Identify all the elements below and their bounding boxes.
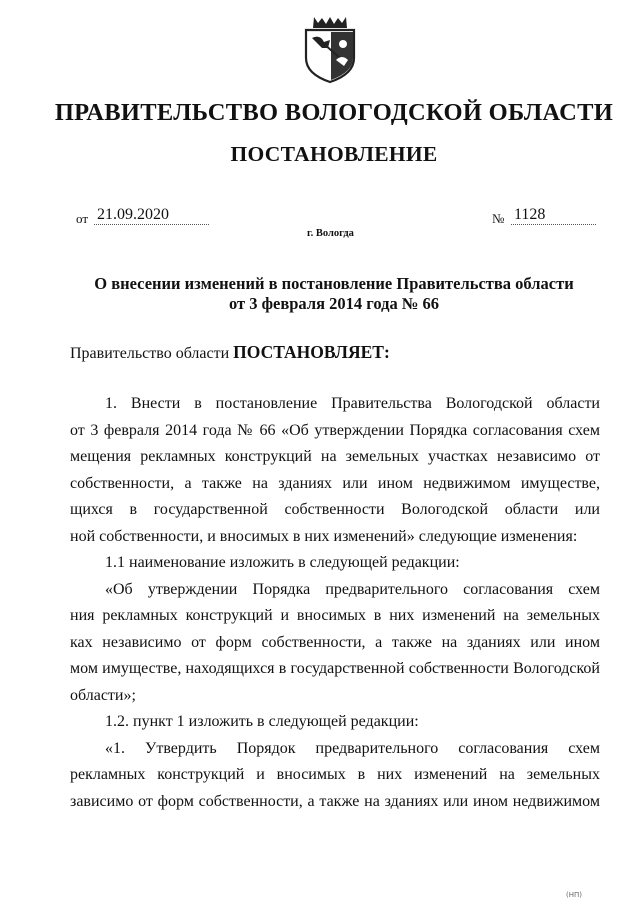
text-line: зависимо от форм собственности, а также на зданиях или ином недвижимом xyxy=(70,792,600,810)
footer-stamp: (НП) xyxy=(566,891,582,899)
document-subject xyxy=(0,274,640,314)
text-line: ной собственности, и вносимых в них изменений» следующие изменения: xyxy=(70,527,578,545)
text-line: ния рекламных конструкций и вносимых в них изменений на земельных xyxy=(70,607,600,624)
body-text xyxy=(70,391,600,815)
text-line: ках независимо от форм собственности, а также на зданиях или ином xyxy=(70,633,600,651)
text-line: области»; xyxy=(70,686,136,704)
text-line: щихся в государственной собственности Вологодской области или xyxy=(70,501,600,518)
number-prefix: № xyxy=(492,211,505,226)
text-line: рекламных конструкций и вносимых в них изменений на земельных xyxy=(70,766,600,783)
text-line: «1. Утвердить Порядок предварительного согласования схем xyxy=(105,739,600,757)
coat-of-arms-icon xyxy=(300,14,360,84)
text-line: 1.2. пункт 1 изложить в следующей редакции: xyxy=(105,713,419,730)
document-type: ПОСТАНОВЛЕНИЕ xyxy=(230,142,438,166)
document-date: 21.09.2020 xyxy=(94,205,209,225)
preamble-text: Правительство области xyxy=(70,345,230,362)
text-line: 1. Внести в постановление Правительства Вологодской области xyxy=(105,395,600,412)
date-prefix: от xyxy=(76,211,89,226)
text-line: мещения рекламных конструкций на земельных участках независимо от xyxy=(70,448,600,465)
organization-title: ПРАВИТЕЛЬСТВО ВОЛОГОДСКОЙ ОБЛАСТИ xyxy=(54,99,614,126)
preamble xyxy=(70,342,390,363)
text-line: «Об утверждении Порядка предварительного согласования схем xyxy=(105,580,600,598)
preamble-keyword: ПОСТАНОВЛЯЕТ: xyxy=(233,342,390,362)
text-line: от 3 февраля 2014 года № 66 «Об утверждении Порядка согласования схем xyxy=(70,421,600,439)
city-label: г. Вологда xyxy=(307,228,354,239)
subject-line: от 3 февраля 2014 года № 66 xyxy=(228,294,440,313)
document-number: 1128 xyxy=(511,205,596,225)
text-line: собственности, а также на зданиях или ином недвижимом имуществе, xyxy=(70,474,600,492)
text-line: 1.1 наименование изложить в следующей редакции: xyxy=(105,554,460,571)
subject-line: О внесении изменений в постановление Правительства области xyxy=(94,274,574,293)
text-line: мом имуществе, находящихся в государственной собственности Вологодской xyxy=(70,660,600,677)
